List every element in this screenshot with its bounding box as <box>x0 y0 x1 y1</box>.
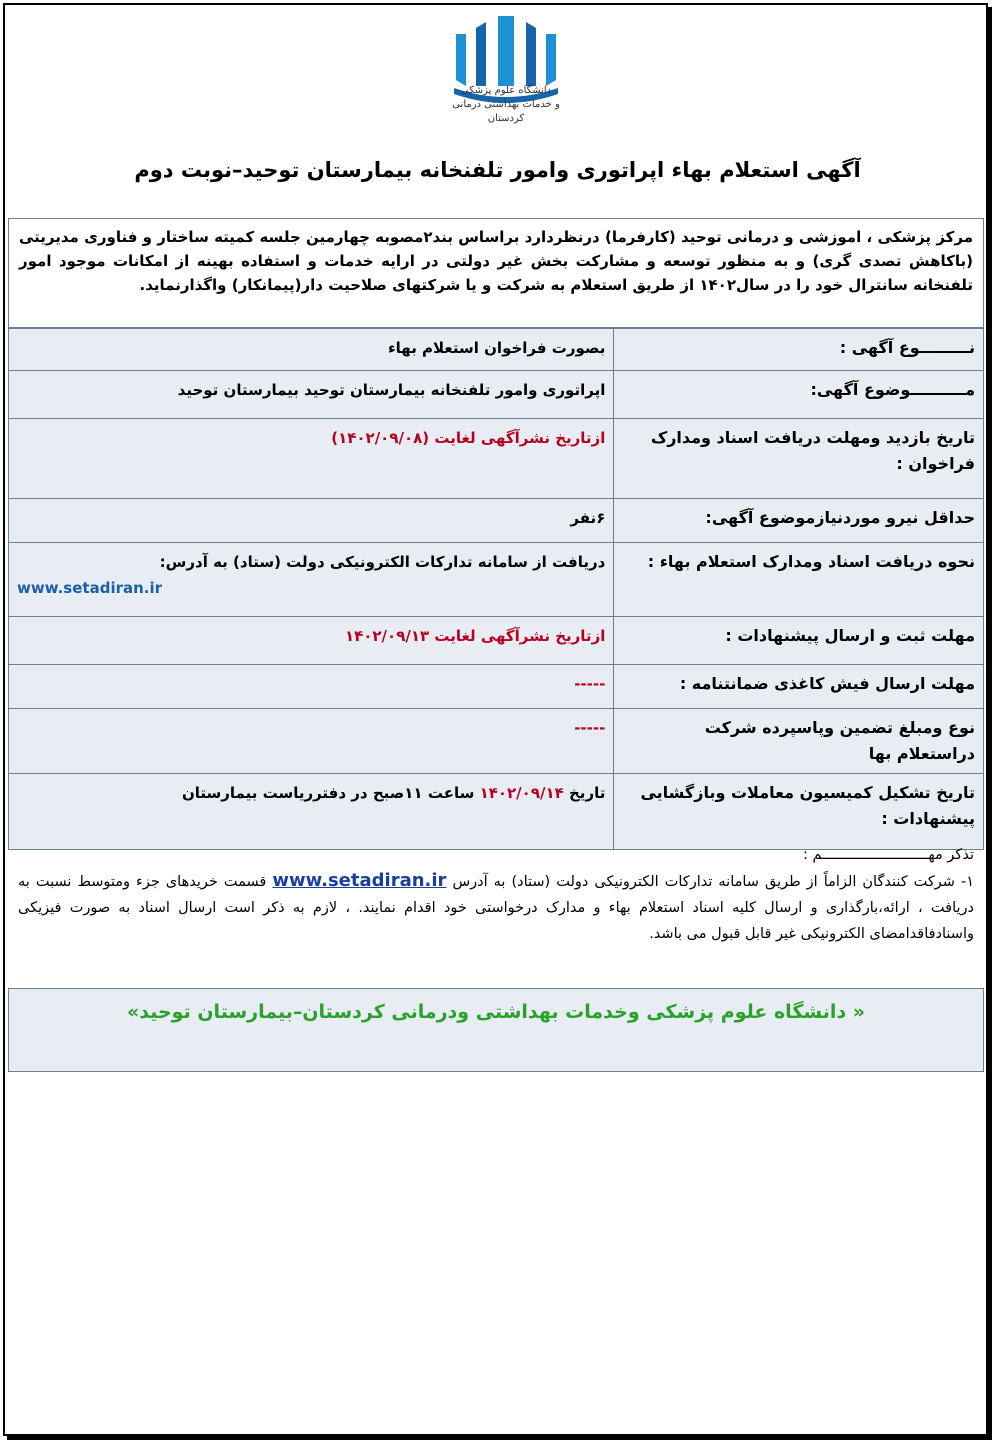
logo-caption-line2: و خدمات بهداشتی درمانی کردستان <box>452 99 560 124</box>
note-block <box>8 838 984 988</box>
table-row <box>9 419 984 499</box>
logo-caption <box>436 84 576 126</box>
row-key: مــــــــــوضوع آگهی: <box>614 371 984 419</box>
row-value-date: ۱۴۰۲/۰۹/۱۴ <box>479 784 564 802</box>
details-table <box>8 328 984 850</box>
note-text-post: قسمت خریدهای جزء ومتوسط نسبت به دریافت ، ارائه،بارگذاری و ارسال کلیه اسناد استعلام بهاء و مدارک درخواستی خود اقدام نمایند. ، لازم به ذکر است ارسال اسناد به صورت فیزیکی واسنادفاقدامضای الکترونیکی غیر قابل قبول می باشد. <box>18 874 974 942</box>
table-row <box>9 709 984 774</box>
row-value: ۶نفر <box>9 499 614 543</box>
row-value: ----- <box>9 665 614 709</box>
row-value-pre: تاریخ <box>569 784 606 802</box>
table-row <box>9 371 984 419</box>
note-text-pre: ۱- شرکت کنندگان الزاماً از طریق سامانه تدارکات الکترونیکی دولت (ستاد) به آدرس <box>452 874 975 890</box>
table-row <box>9 543 984 617</box>
row-value: اپراتوری وامور تلفنخانه بیمارستان توحید بیمارستان توحید <box>9 371 614 419</box>
row-key: نوع ومبلغ تضمین وپاسپرده شرکت دراستعلام بها <box>614 709 984 774</box>
page-title: آگهی استعلام بهاء اپراتوری وامور تلفنخانه بیمارستان توحید–نوبت دوم <box>134 158 861 182</box>
table-row <box>9 329 984 371</box>
table-row <box>9 617 984 665</box>
row-value <box>9 543 614 617</box>
table-row <box>9 499 984 543</box>
row-value-text: دریافت از سامانه تدارکات الکترونیکی دولت (ستاد) به آدرس: <box>159 553 606 571</box>
row-key: مهلت ارسال فیش کاغذی ضمانتنامه : <box>614 665 984 709</box>
note-setadiran-link[interactable]: www.setadiran.ir <box>272 870 447 891</box>
logo-caption-line1: دانشگاه علوم پزشکی <box>460 85 552 96</box>
row-value: ازتاریخ نشرآگهی لغایت ۱۴۰۲/۰۹/۱۳ <box>9 617 614 665</box>
row-value: ازتاریخ نشرآگهی لغایت (۱۴۰۲/۰۹/۰۸) <box>9 419 614 499</box>
row-key: حداقل نیرو موردنیازموضوع آگهی: <box>614 499 984 543</box>
intro-paragraph: مرکز پزشکی ، اموزشی و درمانی توحید (کارفرما) درنظردارد براساس بند۲مصوبه چهارمین جلسه کمیته ساختار و فناوری مدیریتی (باکاهش تصدی گری) و به منظور توسعه و مشارکت بخش غیر دولتی در ارایه خدمات و استفاده بهینه از امکانات موجود امور تلفنخانه سانترال خود را در سال۱۴۰۲ از طریق استعلام به شرکت و یا شرکتهای صلاحیت دار(پیمانکار) واگذارنماید. <box>8 218 984 328</box>
setadiran-link[interactable]: www.setadiran.ir <box>17 579 163 597</box>
row-key: مهلت ثبت و ارسال پیشنهادات : <box>614 617 984 665</box>
row-value: بصورت فراخوان استعلام بهاء <box>9 329 614 371</box>
note-heading: تذکر مهـــــــــــــــــــــــــم : <box>803 847 974 863</box>
table-row <box>9 665 984 709</box>
row-key: نحوه دریافت اسناد ومدارک استعلام بهاء : <box>614 543 984 617</box>
row-key: تاریخ تشکیل کمیسیون معاملات وبازگشایی پیشنهادات : <box>614 774 984 850</box>
row-key: نـــــــــوع آگهی : <box>614 329 984 371</box>
row-value: ----- <box>9 709 614 774</box>
footer-banner: « دانشگاه علوم پزشکی وخدمات بهداشتی ودرمانی کردستان–بیمارستان توحید» <box>8 988 984 1072</box>
row-value-post: ساعت ۱۱صبح در دفترریاست بیمارستان <box>181 784 475 802</box>
row-key: تاریخ بازدید ومهلت دریافت اسناد ومدارک فراخوان : <box>614 419 984 499</box>
